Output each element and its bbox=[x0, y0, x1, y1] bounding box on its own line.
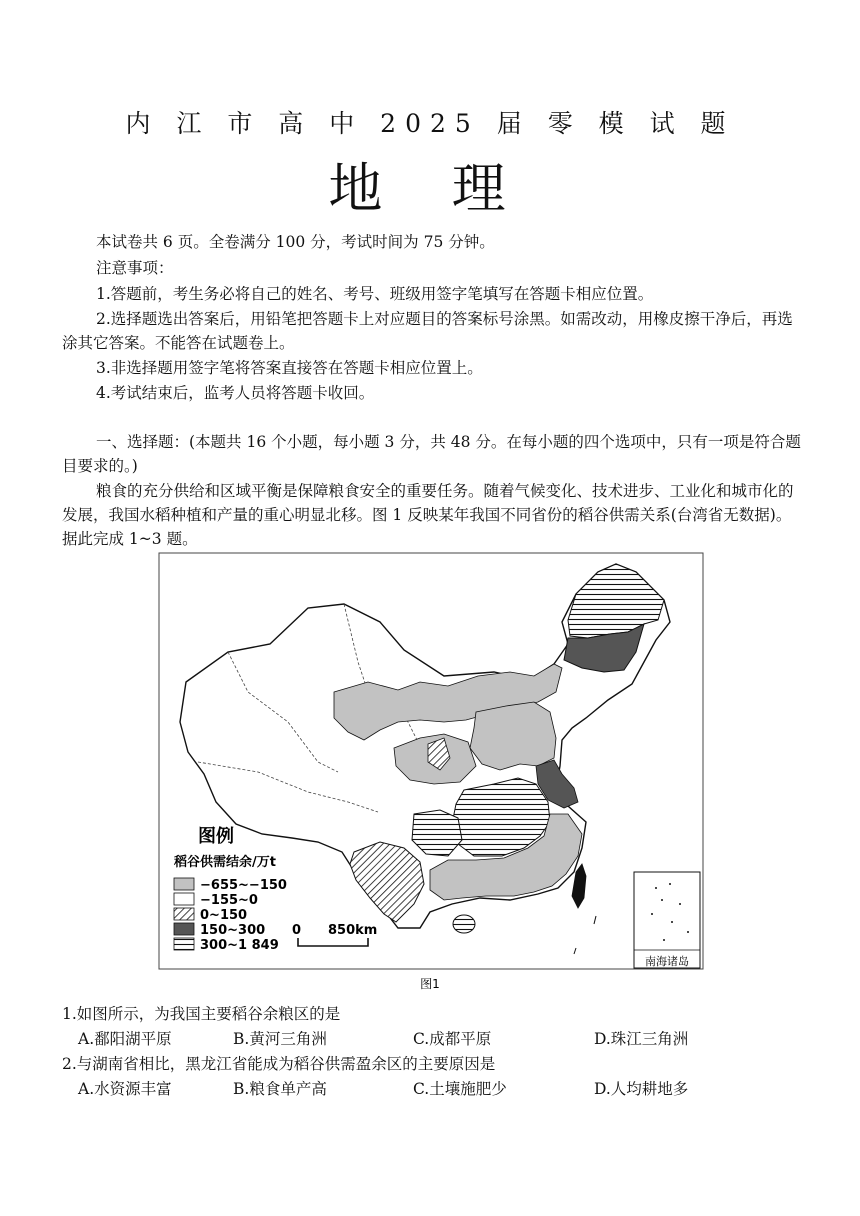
region-north-china bbox=[470, 702, 556, 770]
question-option: A.鄱阳湖平原 bbox=[78, 1030, 172, 1048]
question-stem: 1.如图所示，为我国主要稻谷余粮区的是 bbox=[62, 1005, 341, 1023]
question-option: C.成都平原 bbox=[413, 1030, 492, 1048]
question-stem: 2.与湖南省相比，黑龙江省能成为稻谷供需盈余区的主要原因是 bbox=[62, 1055, 496, 1073]
china-map bbox=[158, 552, 704, 994]
legend-swatch bbox=[174, 923, 194, 935]
question-option: C.土壤施肥少 bbox=[413, 1080, 507, 1098]
notice-item: 4.考试结束后，监考人员将答题卡收回。 bbox=[96, 384, 375, 402]
legend-item: 300~1 849 bbox=[200, 938, 279, 953]
notice-intro: 本试卷共 6 页。全卷满分 100 分，考试时间为 75 分钟。 bbox=[96, 233, 495, 251]
scale-label: 850km bbox=[328, 923, 378, 938]
exam-title: 内 江 市 高 中 2025 届 零 模 试 题 bbox=[125, 109, 735, 138]
section-heading: 一、选择题：(本题共 16 个小题，每小题 3 分，共 48 分。在每小题的四个选项中，只有一项是符合题目要求的。) bbox=[62, 433, 801, 475]
notice-heading: 注意事项： bbox=[96, 259, 174, 277]
question-option: D.珠江三角洲 bbox=[594, 1030, 689, 1048]
inset-label: 南海诸岛 bbox=[645, 955, 689, 968]
figure-caption: 图1 bbox=[420, 977, 440, 991]
scale-zero: 0 bbox=[292, 923, 302, 938]
legend-swatch bbox=[174, 878, 194, 890]
legend-item: 0~150 bbox=[200, 908, 248, 923]
legend-item: 150~300 bbox=[200, 923, 266, 938]
legend-swatch bbox=[174, 938, 194, 950]
question-option: A.水资源丰富 bbox=[78, 1080, 172, 1098]
question-option: B.黄河三角洲 bbox=[233, 1030, 327, 1048]
legend-title: 图例 bbox=[198, 826, 234, 847]
section-intro: 粮食的充分供给和区域平衡是保障粮食安全的重要任务。随着气候变化、技术进步、工业化和城市化的发展，我国水稻种植和产量的重心明显北移。图 1 反映某年我国不同省份的稻谷供需关系(台湾省无数据)。据此完成 1~3 题。 bbox=[62, 482, 794, 548]
question-option: D.人均耕地多 bbox=[594, 1080, 689, 1098]
legend-item: −655~−150 bbox=[200, 878, 287, 893]
legend-item: −155~0 bbox=[200, 893, 258, 908]
notice-item: 1.答题前，考生务必将自己的姓名、考号、班级用签字笔填写在答题卡相应位置。 bbox=[96, 285, 654, 303]
notice-item: 3.非选择题用签字笔将答案直接答在答题卡相应位置上。 bbox=[96, 359, 483, 377]
legend-subtitle: 稻谷供需结余/万t bbox=[174, 855, 276, 870]
subject-title: 地 理 bbox=[328, 157, 532, 220]
notice-item: 2.选择题选出答案后，用铅笔把答题卡上对应题目的答案标号涂黑。如需改动，用橡皮擦干净后，再选涂其它答案。不能答在试题卷上。 bbox=[62, 310, 793, 352]
region-hainan bbox=[453, 915, 475, 933]
rice-map-figure bbox=[158, 552, 704, 994]
question-option: B.粮食单产高 bbox=[233, 1080, 327, 1098]
legend-swatch bbox=[174, 908, 194, 920]
legend-swatch bbox=[174, 893, 194, 905]
south-china-sea-inset bbox=[634, 872, 700, 968]
